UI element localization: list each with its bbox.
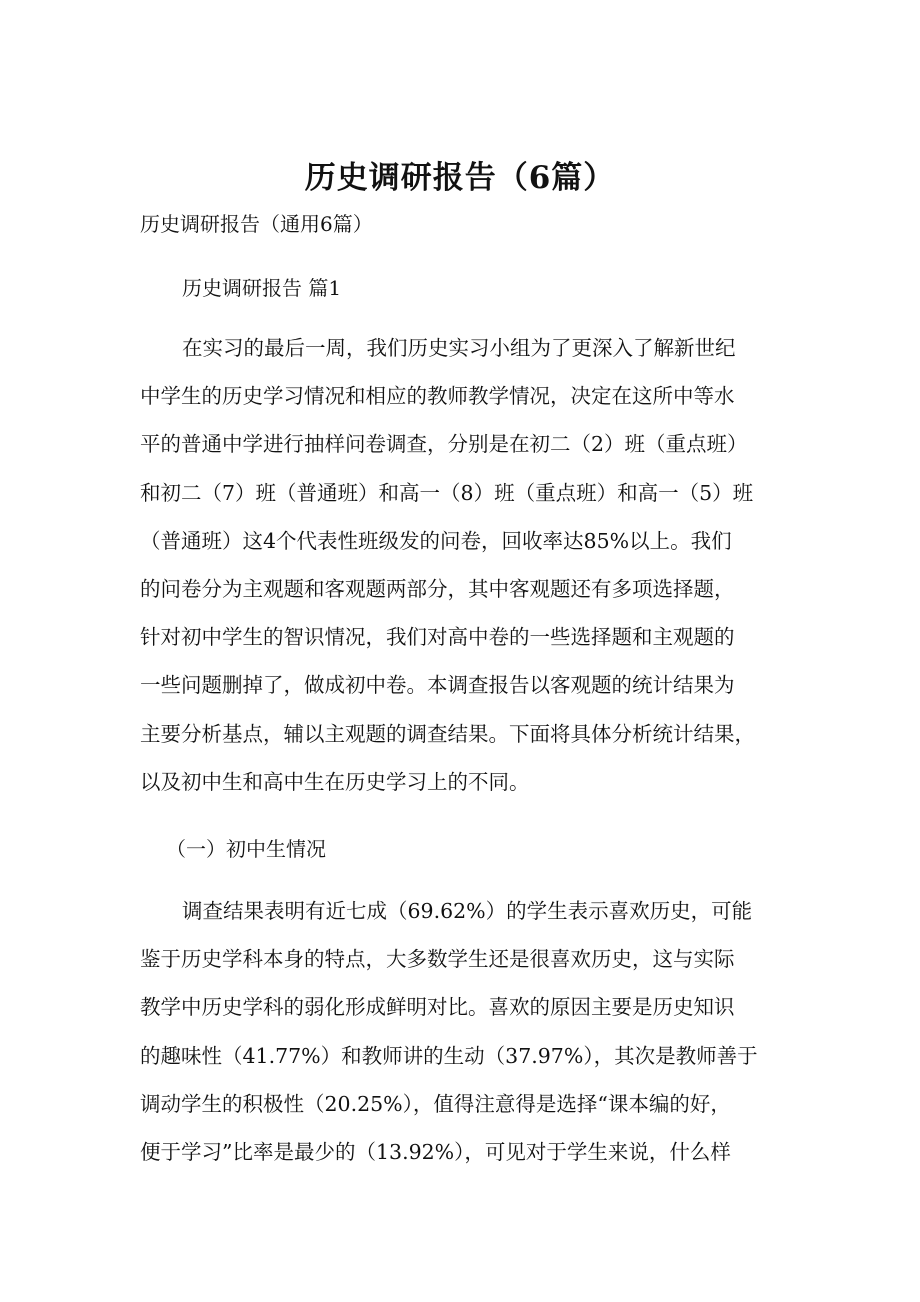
paragraph-line: 的趣味性（41.77%）和教师讲的生动（37.97%），其次是教师善于 <box>140 1043 758 1068</box>
paragraph-line: 主要分析基点，辅以主观题的调查结果。下面将具体分析统计结果， <box>140 721 755 746</box>
paragraph-line: 的问卷分为主观题和客观题两部分，其中客观题还有多项选择题， <box>140 576 735 601</box>
paragraph-line: 便于学习”比率是最少的（13.92%），可见对于学生来说，什么样 <box>140 1139 731 1164</box>
document-title: 历史调研报告（6篇） <box>304 160 616 196</box>
paragraph-line: 教学中历史学科的弱化形成鲜明对比。喜欢的原因主要是历史知识 <box>140 995 735 1020</box>
paragraph-line: 调动学生的积极性（20.25%），值得注意得是选择“课本编的好， <box>140 1091 731 1116</box>
paragraph-line: 调查结果表明有近七成（69.62%）的学生表示喜欢历史，可能 <box>182 899 753 923</box>
paragraph-line: 鉴于历史学科本身的特点，大多数学生还是很喜欢历史，这与实际 <box>140 947 735 972</box>
document-subtitle: 历史调研报告（通用6篇） <box>140 212 373 236</box>
paragraph-line: 在实习的最后一周，我们历史实习小组为了更深入了解新世纪 <box>182 336 736 360</box>
paragraph-line: 以及初中生和高中生在历史学习上的不同。 <box>140 769 530 794</box>
paragraph-line: 中学生的历史学习情况和相应的教师教学情况，决定在这所中等水 <box>140 384 735 409</box>
paragraph-line: 针对初中学生的智识情况，我们对高中卷的一些选择题和主观题的 <box>140 625 735 650</box>
subheading: （一）初中生情况 <box>166 837 326 861</box>
paragraph-1 <box>140 334 800 816</box>
section-heading: 历史调研报告 篇1 <box>182 276 342 300</box>
paragraph-line: 和初二（7）班（普通班）和高一（8）班（重点班）和高一（5）班 <box>140 480 754 505</box>
paragraph-2 <box>140 897 800 1186</box>
paragraph-line: 一些问题删掉了，做成初中卷。本调查报告以客观题的统计结果为 <box>140 673 735 698</box>
paragraph-line: （普通班）这4个代表性班级发的问卷，回收率达85%以上。我们 <box>140 528 732 553</box>
paragraph-line: 平的普通中学进行抽样问卷调查，分别是在初二（2）班（重点班） <box>140 432 748 457</box>
